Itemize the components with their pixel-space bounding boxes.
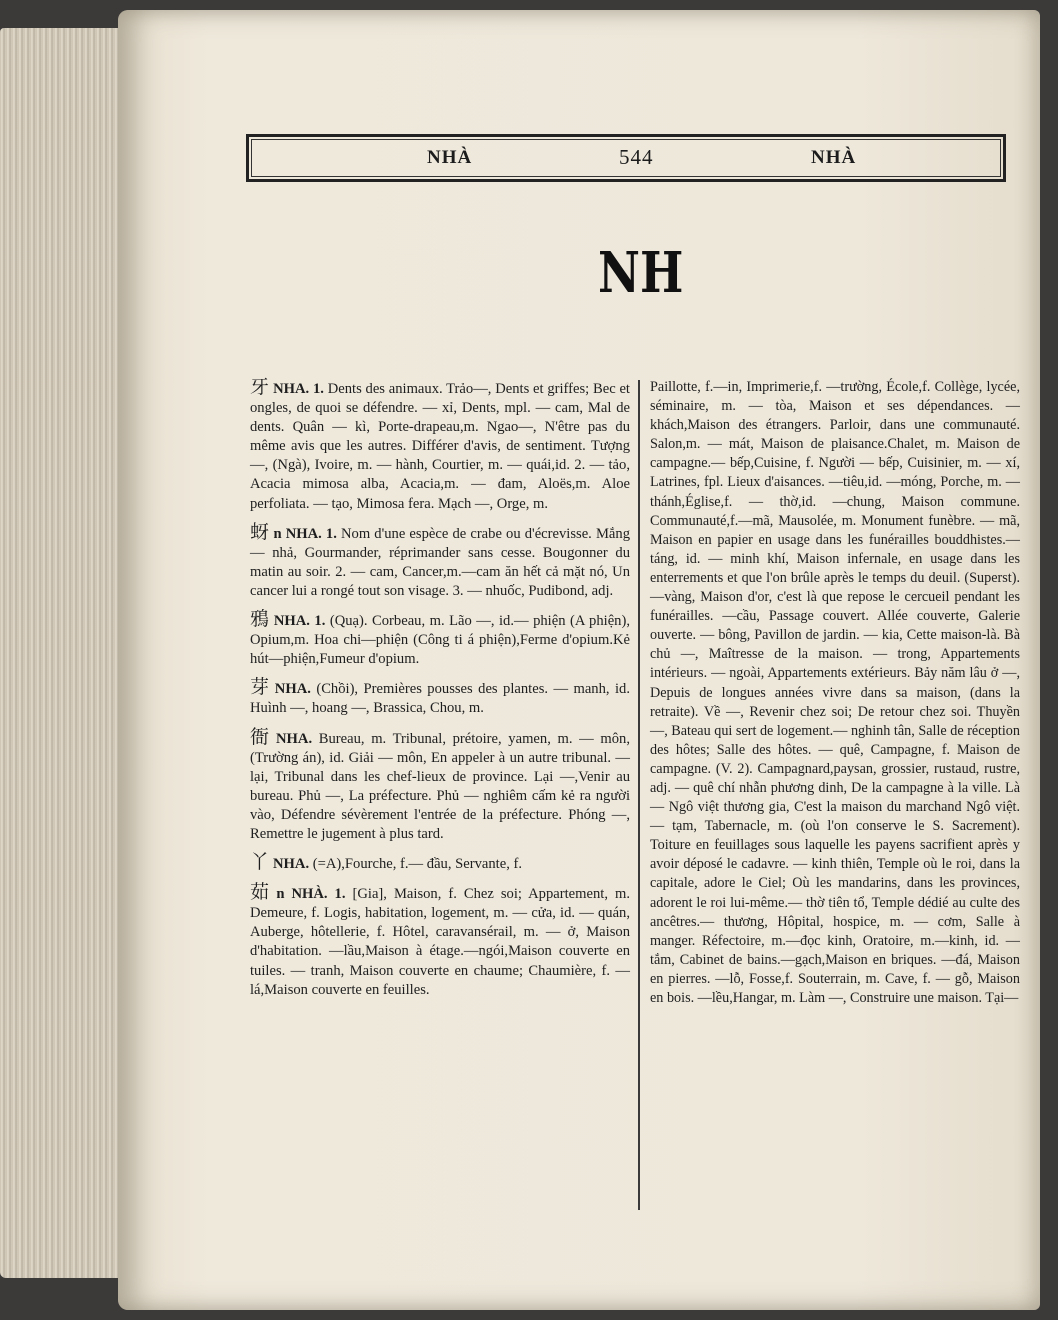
dictionary-entry bbox=[250, 610, 630, 669]
entry-headword: n NHA. 1. bbox=[273, 525, 337, 542]
header-right-word: NHÀ bbox=[811, 147, 857, 168]
book-page-edges bbox=[0, 28, 130, 1278]
entry-glyph: 芽 bbox=[250, 676, 271, 699]
entry-glyph: 茹 bbox=[250, 881, 273, 904]
entry-headword: NHA. bbox=[273, 856, 310, 873]
section-title: NH bbox=[598, 240, 684, 306]
entry-glyph: 衙 bbox=[250, 725, 273, 748]
entry-text: Bureau, m. Tribunal, prétoire, yamen, m. — môn, (Trường án), id. Giải — môn, En appeler à un autre tribunal. — lại, Tribunal dans les chef-lieux de province. Lại —,Venir au bureau. Phủ —, La préfecture. Phủ — nghiêm cấm kẻ ra người vào, Défendre sévèrement l'entrée de la préfecture. Phóng —, Remettre le jugement à plus tard. bbox=[250, 730, 630, 842]
entry-continuation-text: Paillotte, f.—in, Imprimerie,f. —trường, École,f. Collège, lycée, séminaire, m. — tòa, Maison et ses dépendances. — khách,Maison des étrangers. Parloir, dans une communauté. Salon,m. — mát, Maison de plaisance.Chalet, m. Maison de campagne.— bếp,Cuisine, f. Người — bếp, Cuisinier, m. — xí, Latrines, fpl. Lieux d'aisances. —tiêu,id. —móng, Porche, m. — thánh,Église,f. — thờ,id. —chung, Maison commune. Communauté,f.—mã, Mausolée, m. Monument funèbre. — mã, Maison en papier en usage dans les funérailles bouddhistes.— táng, id. — minh khí, Maison infernale, en usage dans les enterrements et que l'on brûle après le temps du deuil. (Superst). —vàng, Maison d'or, c'est là que repose le cercueil pendant les funérailles. —cầu, Passage couvert. Allée couverte, Galerie ouverte. — bông, Pavillon de jardin. — kia, Cette maison-là. Bà chủ —, Maîtresse de la maison. — trong, Appartements intérieurs. — ngoài, Appartements extérieurs. Bảy năm lâu ở —, Depuis de longues années vivre dans sa maison, (dans la retraite). Về —, Revenir chez soi; De retour chez soi. Thuyền —, Bateau qui sert de logement.— nghinh tân, Salle de réception des hôtes; Salle des hôtes. — quê, Campagne, f. Maison de campagne. (V. 2). Campagnard,paysan, grossier, rustaud, rustre, adj. — quê chí nhẫn phương dinh, De la campagne à la ville. Là — Ngô việt thương gia, C'est la maison du marchand Ngô việt. — tạm, Tabernacle, m. (où l'on conserve le S. Sacrement). Toiture en feuillages sous laquelle les payens sacrifient après y avoir déposé le cadavre. — kinh thiên, Temple où le roi, dans la capitale, adore le Ciel; Où les mandarins, dans les provinces, adorent le roi lui-même.— thờ tiên tổ, Temple dédié au culte des ancêtres.— thương, Hôpital, hospice, m. — cơm, Salle à manger. Réfectoire, m.—đọc kinh, Oratoire, m.—kinh, id. —tắm, Cabinet de bains.—gạch,Maison en briques. —đá, Maison en pierres. —lỗ, Fosse,f. Souterrain, m. Cave, f. — gỗ, Maison en bois. —lều,Hangar, m. Làm —, Construire une maison. Tại— bbox=[650, 379, 1020, 1006]
entry-text: Dents des animaux. Trảo—, Dents et griffes; Bec et ongles, de quoi se défendre. — xỉ, Dents, mpl. — cam, Mal de dents. Quân — kì, Porte-drapeau,m. Ngao—, N'être pas du même avis que les autres. Différer d'avis, de sentiment. Tượng —, (Ngà), Ivoire, m. — hành, Courtier, m. — quái,id. 2. — tảo, Acacia mimosa alba, Acacia,m. — đam, Aloës,m. Aloe perfoliata. — tạo, Mimosa fera. Mạch —, Orge, m. bbox=[250, 381, 630, 512]
dictionary-entry bbox=[250, 520, 630, 601]
running-header bbox=[246, 134, 1006, 182]
entry-headword: NHA. 1. bbox=[273, 613, 326, 630]
entry-text: (=A),Fourche, f.— đầu, Servante, f. bbox=[312, 856, 523, 873]
entry-headword: NHA. bbox=[276, 730, 313, 747]
column-divider bbox=[638, 380, 640, 1210]
header-left-word: NHÀ bbox=[427, 147, 473, 168]
entry-text: [Gia], Maison, f. Chez soi; Appartement, m. Demeure, f. Logis, habitation, logement, m. — cửa, id. — quán, Auberge, hôtellerie, f. Hôtel, caravansérail, m. — ở, Maison d'habitation. —lầu,Maison à étage.—ngói,Maison couverte en tuiles. — tranh, Maison couverte en chaume; Chaumière, f. —lá,Maison couverte en feuilles. bbox=[250, 886, 630, 998]
entry-headword: NHA. bbox=[274, 681, 311, 698]
left-column bbox=[250, 378, 630, 1009]
entry-glyph: 鴉 bbox=[250, 608, 270, 631]
entry-text: (Chồi), Premières pousses des plantes. — manh, id. Huình —, hoang —, Brassica, Chou, m. bbox=[250, 681, 630, 717]
dictionary-entry bbox=[250, 678, 630, 718]
page-number: 544 bbox=[619, 145, 654, 169]
dictionary-entry bbox=[250, 853, 630, 874]
right-column bbox=[650, 378, 1020, 1008]
entry-glyph: 蚜 bbox=[250, 520, 270, 543]
dictionary-entry bbox=[250, 725, 630, 845]
entry-glyph: 牙 bbox=[250, 376, 270, 398]
entry-glyph: 丫 bbox=[250, 851, 270, 874]
dictionary-entry bbox=[250, 378, 630, 514]
entry-headword: NHA. 1. bbox=[273, 381, 324, 397]
entry-text: Nom d'une espèce de crabe ou d'écrevisse. Mắng— nhả, Gourmander, réprimander sans cesse. Bougonner du matin au soir. 2. — cam, Cancer,m.—cam ăn hết cả mặt nó, Un cancer lui a rongé tout son visage. 3. — nhuốc, Pudibond, adj. bbox=[250, 525, 630, 599]
dictionary-entry bbox=[250, 883, 630, 1000]
entry-text: (Quạ). Corbeau, m. Lão —, id.— phiện (A phiện), Opium,m. Hoa chi—phiện (Công ti á phiện),Ferme d'opium.Kẻ hút—phiện,Fumeur d'opium. bbox=[250, 613, 630, 668]
entry-headword: n NHÀ. 1. bbox=[276, 886, 346, 903]
